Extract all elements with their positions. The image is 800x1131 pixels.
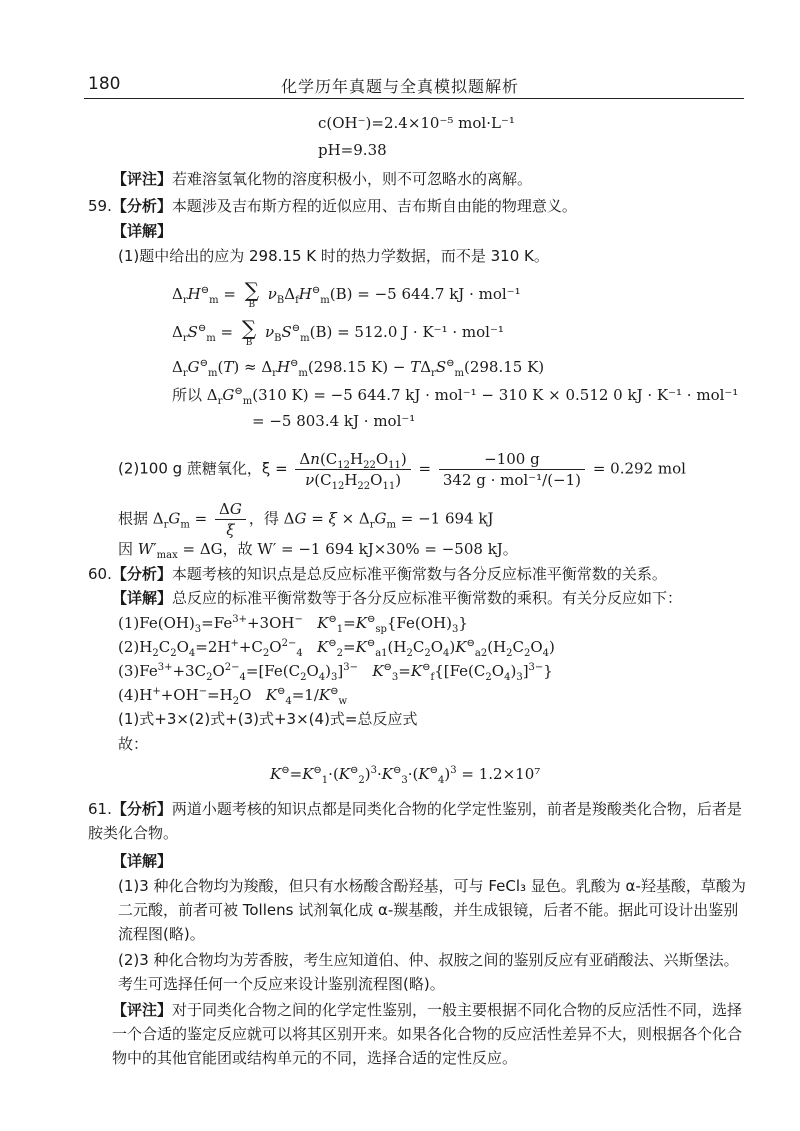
question-number: 59.	[88, 197, 112, 215]
oh-concentration-line: c(OH⁻)=2.4×10⁻⁵ mol·L⁻¹	[318, 114, 515, 132]
ph-line: pH=9.38	[318, 141, 387, 159]
combine-line: (1)式+3×(2)式+(3)式+3×(4)式=总反应式	[118, 710, 418, 728]
q61-p2: (2)3 种化合物均为芳香胺，考生应知道伯、仲、叔胺之间的鉴别反应有亚硝酸法、兴斯堡法。考生可选择任何一个反应来设计鉴别流程图(略)。	[118, 951, 739, 993]
reaction-1: $(1)Fe(OH)_3=Fe^{3+}+3OH^-$ $K^⊖_1=K^⊖_{sp}\{Fe(OH)_3\}$	[118, 614, 468, 635]
fraction-extent: $\frac{\Delta n(C_{12}H_{22}O_{11})}{\nu(C_{12}H_{22}O_{11})}$	[295, 450, 410, 489]
analysis-text: 两道小题考核的知识点都是同类化合物的化学定性鉴别，前者是羧酸类化合物，后者是胺类化合物。	[88, 800, 742, 842]
frac-den: 342 g · mol⁻¹/(−1)	[442, 471, 582, 489]
sum-operator: ∑ B	[241, 316, 257, 348]
q61-detail-tag: 【详解】	[112, 852, 173, 870]
analysis-tag: 【分析】	[111, 565, 172, 583]
fraction-numeric	[439, 450, 585, 489]
comment-text: 若难溶氢氧化物的溶度积极小，则不可忽略水的离解。	[172, 170, 533, 188]
comment-text: 对于同类化合物之间的化学定性鉴别，一般主要根据不同化合物的反应活性不同，选择一个合适的鉴定反应就可以将其区别开来。如果各化合物的反应活性差异不大，则根据各个化合物中的其他官能团或结构单元的不同，选择合适的定性反应。	[112, 1001, 743, 1067]
detail-text: 总反应的标准平衡常数等于各分反应标准平衡常数的乘积。有关分反应如下：	[172, 589, 683, 607]
running-header-title: 化学历年真题与全真模拟题解析	[280, 77, 519, 96]
basis-end: = −1 694 kJ	[400, 509, 494, 528]
enthalpy-equation: $\Delta_rH^⊖_m$ = ∑ B $\nu_B\Delta_fH^⊖_m(B) = -5$ 644.7 kJ · mol⁻¹	[172, 278, 521, 310]
gibbs-approximation: $\Delta_rG^⊖_m(T) \approx \Delta_rH^⊖_m(298.15$ $K) - T\Delta_rS^⊖_m(298.15$ K)	[172, 358, 545, 379]
gibbs-310k: 所以 $\Delta_rG^⊖_m(310$ K) = −5 644.7 kJ · mol⁻¹ − 310 K × 0.512 0 kJ · K⁻¹ · mol⁻¹	[172, 386, 739, 407]
sum-operator: ∑ B	[244, 278, 259, 310]
therefore: 故：	[118, 735, 149, 753]
analysis-text: 本题涉及吉布斯方程的近似应用、吉布斯自由能的物理意义。	[171, 197, 577, 215]
q61-comment	[112, 998, 752, 1070]
q61-analysis	[88, 797, 752, 845]
q59-detail-tag: 【详解】	[112, 222, 173, 240]
reaction-3: $(3)Fe^{3+}+3C_2O^{2-}_4=[Fe(C_2O_4)_3]^{3-}$ $K^⊖_3=K^⊖_f\{[Fe(C_2O_4)_3]^{3-}\}$	[118, 662, 553, 683]
q59-basis: 根据 $\Delta_rG_m$ = $\frac{\Delta G}{\xi}$ ，得 $\Delta G = \xi \times \Delta_rG_m = -1$ 694 kJ	[118, 500, 494, 539]
work-text: = ΔG，故 W′ = −1 694 kJ×30% = −508 kJ。	[182, 540, 518, 558]
q61-p1: (1)3 种化合物均为羧酸，但只有水杨酸含酚羟基，可与 FeCl₃ 显色。乳酸为 α-羟基酸，草酸为二元酸，前者可被 Tollens 试剂氧化成 α-羰基酸，并生成银镜，后者不能。据此可设计出鉴别流程图(略)。	[118, 877, 746, 943]
q60-detail	[112, 587, 682, 609]
q59-p1: (1)题中给出的应为 298.15 K 时的热力学数据，而不是 310 K。	[118, 247, 549, 265]
analysis-tag: 【分析】	[111, 197, 172, 215]
extent-result: = 0.292 mol	[592, 459, 686, 478]
enthalpy-value: = −5 644.7 kJ · mol⁻¹	[357, 285, 521, 303]
header-rule	[84, 98, 744, 99]
reaction-4: $(4)H^++OH^-=H_2O$ $K^⊖_4=1/K^⊖_w$	[118, 686, 348, 707]
detail-tag: 【详解】	[112, 589, 173, 607]
total-k-value: = 1.2×10⁷	[461, 765, 541, 783]
q59-analysis	[88, 195, 577, 217]
basis-prefix: 根据	[118, 509, 149, 528]
p2-prefix: (2)100 g 蔗糖氧化，ξ =	[118, 459, 288, 478]
analysis-tag: 【分析】	[111, 800, 172, 818]
frac-num: −100 g	[439, 450, 585, 470]
q59-work: 因 $W'_{max} = \Delta G$，故 W′ = −1 694 kJ×30% = −508 kJ。	[118, 540, 518, 561]
question-number: 61.	[88, 800, 112, 818]
fraction-dG-dxi: $\frac{\Delta G}{\xi}$	[215, 500, 246, 539]
comment-58	[112, 168, 532, 190]
total-k-equation: $K^⊖=K^⊖_1\cdot(K^⊖_2)^3\cdot K^⊖_3\cdot(K^⊖_4)^3 = 1.2\times 10^7$	[270, 765, 541, 786]
page-number: 180	[88, 74, 121, 94]
comment-tag: 【评注】	[112, 1001, 173, 1019]
entropy-equation: $\Delta_rS^⊖_m$ = ∑ B $\nu_BS^⊖_m(B) = 512.0$ J · K⁻¹ · mol⁻¹	[172, 316, 504, 348]
analysis-text: 本题考核的知识点是总反应标准平衡常数与各分反应标准平衡常数的关系。	[171, 565, 667, 583]
question-number: 60.	[88, 565, 112, 583]
reaction-2: $(2)H_2C_2O_4=2H^++C_2O^{2-}_4$ $K^⊖_2=K^⊖_{a1}(H_2C_2O_4)K^⊖_{a2}(H_2C_2O_4)$	[118, 638, 555, 659]
comment-tag: 【评注】	[112, 170, 173, 188]
entropy-value: = 512.0 J · K⁻¹ · mol⁻¹	[337, 323, 504, 341]
q59-p2: (2)100 g 蔗糖氧化，ξ = $\frac{\Delta n(C_{12}H_{22}O_{11})}{\nu(C_{12}H_{22}O_{11})}$ = $\frac{-100 g}{\text{342 g · mol⁻¹/(−1)}}$ = 0.292 mol	[118, 450, 686, 492]
q60-analysis	[88, 563, 667, 585]
gibbs-result: = −5 803.4 kJ · mol⁻¹	[252, 412, 416, 430]
gibbs-310k-value: (310 K) = −5 644.7 kJ · mol⁻¹ − 310 K × 0.512 0 kJ · K⁻¹ · mol⁻¹	[252, 386, 739, 404]
